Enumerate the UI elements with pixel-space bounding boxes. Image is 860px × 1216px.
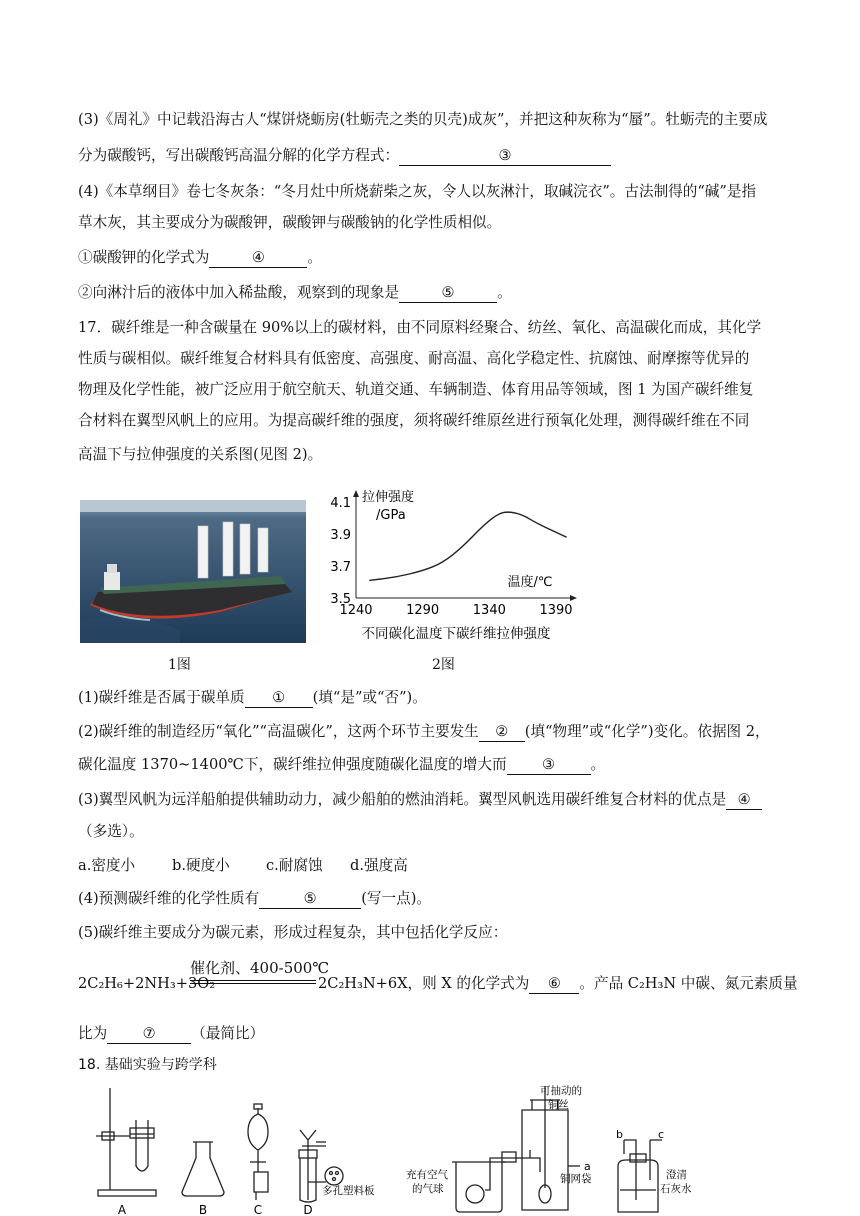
- answer-blank-1[interactable]: ①: [245, 689, 313, 708]
- q17-q1: (1)碳纤维是否属于碳单质 ① (填“是”或“否”)。: [78, 689, 427, 706]
- q17-intro-line1: 17．碳纤维是一种含碳量在 90%以上的碳材料，由不同原料经聚合、纺丝、氧化、高温碳化而成，其化学: [78, 319, 762, 336]
- q16-part4-line2: 草木灰，其主要成分为碳酸钾，碳酸钾与碳酸钠的化学性质相似。: [78, 214, 502, 231]
- apparatus-b-conical-flask: [182, 1142, 224, 1196]
- q16-part3-line1: (3)《周礼》中记载沿海古人“煤饼烧蛎房(牡蛎壳之类的贝壳)成灰”，并把这种灰称为“蜃”。牡蛎壳的主要成: [78, 111, 768, 128]
- q17-q5-intro: (5)碳纤维主要成分为碳元素，形成过程复杂，其中包括化学反应：: [78, 924, 508, 941]
- figure-2-caption: 2图: [432, 657, 455, 673]
- q17-q2: (2)碳纤维的制造经历“氧化”“高温碳化”，这两个环节主要发生 ② (填“物理”或“化学”)变化。依据图 2，: [78, 723, 770, 740]
- answer-blank-6[interactable]: ⑥: [529, 975, 579, 994]
- y-axis-arrow: [353, 490, 359, 497]
- apparatus-label-b: B: [198, 1203, 208, 1216]
- x-tick-label: 1290: [406, 603, 440, 618]
- q17-q3-options: [78, 856, 408, 876]
- y-axis-unit: /GPa: [376, 508, 406, 523]
- figure-1-ship-photo: [80, 500, 306, 643]
- y-tick-label: 3.7: [330, 560, 351, 575]
- q16-part4-sub1: ①碳酸钾的化学式为 ④ 。: [78, 249, 322, 266]
- limewater-label-line2: 石灰水: [660, 1183, 692, 1195]
- y-tick-label: 3.5: [330, 592, 351, 607]
- answer-blank-3b[interactable]: ③: [507, 756, 591, 775]
- copper-bag-label: 铜网袋: [560, 1173, 592, 1185]
- q17-q3-note: （多选）。: [78, 823, 144, 840]
- q17-intro-line5: 高温下与拉伸强度的关系图(见图 2)。: [78, 446, 323, 463]
- x-axis-label: 温度/℃: [507, 575, 553, 590]
- q17-q4: (4)预测碳纤维的化学性质有 ⑤ (写一点)。: [78, 890, 431, 907]
- balloon-label-line2: 的气球: [412, 1183, 444, 1195]
- apparatus-a-iron-stand: [96, 1088, 156, 1196]
- chart-title: 不同碳化温度下碳纤维拉伸强度: [361, 626, 551, 642]
- q16-part4-line1: (4)《本草纲目》卷七冬灰条：“冬月灶中所烧薪柴之灰，令人以灰淋汁，取碱浣衣”。古法制得的“碱”是指: [78, 183, 757, 200]
- q17-q3: (3)翼型风帆为远洋船舶提供辅助动力，减少船舶的燃油消耗。翼型风帆选用碳纤维复合材料的优点是 ④: [78, 790, 762, 810]
- q17-q5-ratio: 比为 ⑦ （最简比）: [78, 1025, 265, 1042]
- apparatus-label-a: A: [117, 1203, 127, 1216]
- figure-2-line-chart: [318, 488, 578, 648]
- answer-blank-4b[interactable]: ④: [726, 791, 762, 810]
- figure-1-caption: 1图: [168, 657, 191, 673]
- x-tick-label: 1240: [339, 603, 373, 618]
- answer-blank-4[interactable]: ④: [209, 249, 307, 268]
- answer-blank-2[interactable]: ②: [479, 723, 525, 742]
- q17-q5-equation-right: 2C₂H₃N+6X，则 X 的化学式为 ⑥ 。产品 C₂H₃N 中碳、氮元素质量: [318, 975, 798, 992]
- option-b: b.硬度小: [172, 857, 230, 874]
- answer-blank-3[interactable]: ③: [399, 147, 611, 166]
- y-axis-label: 拉伸强度: [362, 490, 415, 505]
- port-c-label: c: [658, 1128, 665, 1141]
- option-a: a.密度小: [78, 857, 136, 874]
- q16-part4-sub2: ②向淋汁后的液体中加入稀盐酸，观察到的现象是 ⑤ 。: [78, 284, 512, 301]
- port-b-label: b: [616, 1128, 623, 1141]
- answer-blank-7[interactable]: ⑦: [107, 1025, 191, 1044]
- option-c: c.耐腐蚀: [266, 857, 323, 874]
- option-d: d.强度高: [350, 857, 408, 874]
- q17-q2-continued: 碳化温度 1370~1400℃下，碳纤维拉伸强度随碳化温度的增大而 ③ 。: [78, 756, 606, 773]
- y-tick-label: 4.1: [330, 496, 351, 511]
- q17-intro-line3: 物理及化学性能，被广泛应用于航空航天、轨道交通、车辆制造、体育用品等领域，图 1 为国产碳纤维复: [78, 381, 754, 398]
- copper-wire-label-line1: 可抽动的: [540, 1085, 582, 1097]
- balloon-label-line1: 充有空气: [406, 1169, 448, 1181]
- apparatus-c-separatory-funnel: [248, 1104, 268, 1200]
- reaction-equation-left: 2C₂H₆+2NH₃+3O₂: [78, 975, 216, 992]
- apparatus-label-c: C: [253, 1203, 263, 1216]
- x-axis-arrow: [570, 595, 577, 601]
- porous-plate-label: 多孔塑料板: [322, 1185, 375, 1197]
- answer-blank-5[interactable]: ⑤: [399, 284, 497, 303]
- limewater-label-line1: 澄清: [666, 1169, 687, 1181]
- y-tick-label: 3.9: [330, 528, 351, 543]
- copper-wire-label-line2: 铜丝: [548, 1099, 569, 1111]
- reaction-condition: 催化剂、400-500℃: [190, 959, 330, 977]
- q17-intro-line2: 性质与碳相似。碳纤维复合材料具有低密度、高强度、耐高温、高化学稳定性、抗腐蚀、耐摩擦等优异的: [78, 350, 750, 367]
- q18-apparatus-figure: [90, 1080, 730, 1216]
- q17-intro-line4: 合材料在翼型风帆上的应用。为提高碳纤维的强度，须将碳纤维原丝进行预氧化处理，测得碳纤维在不同: [78, 412, 750, 429]
- x-tick-label: 1390: [539, 603, 573, 618]
- q18-title: 18. 基础实验与跨学科: [78, 1057, 217, 1073]
- apparatus-wash-bottle: [618, 1140, 662, 1212]
- apparatus-label-d: D: [303, 1203, 313, 1216]
- x-tick-label: 1340: [472, 603, 506, 618]
- q16-part3-line2: 分为碳酸钙，写出碳酸钙高温分解的化学方程式： ③: [78, 146, 611, 166]
- port-a-label: a: [584, 1160, 591, 1173]
- answer-blank-5b[interactable]: ⑤: [259, 890, 361, 909]
